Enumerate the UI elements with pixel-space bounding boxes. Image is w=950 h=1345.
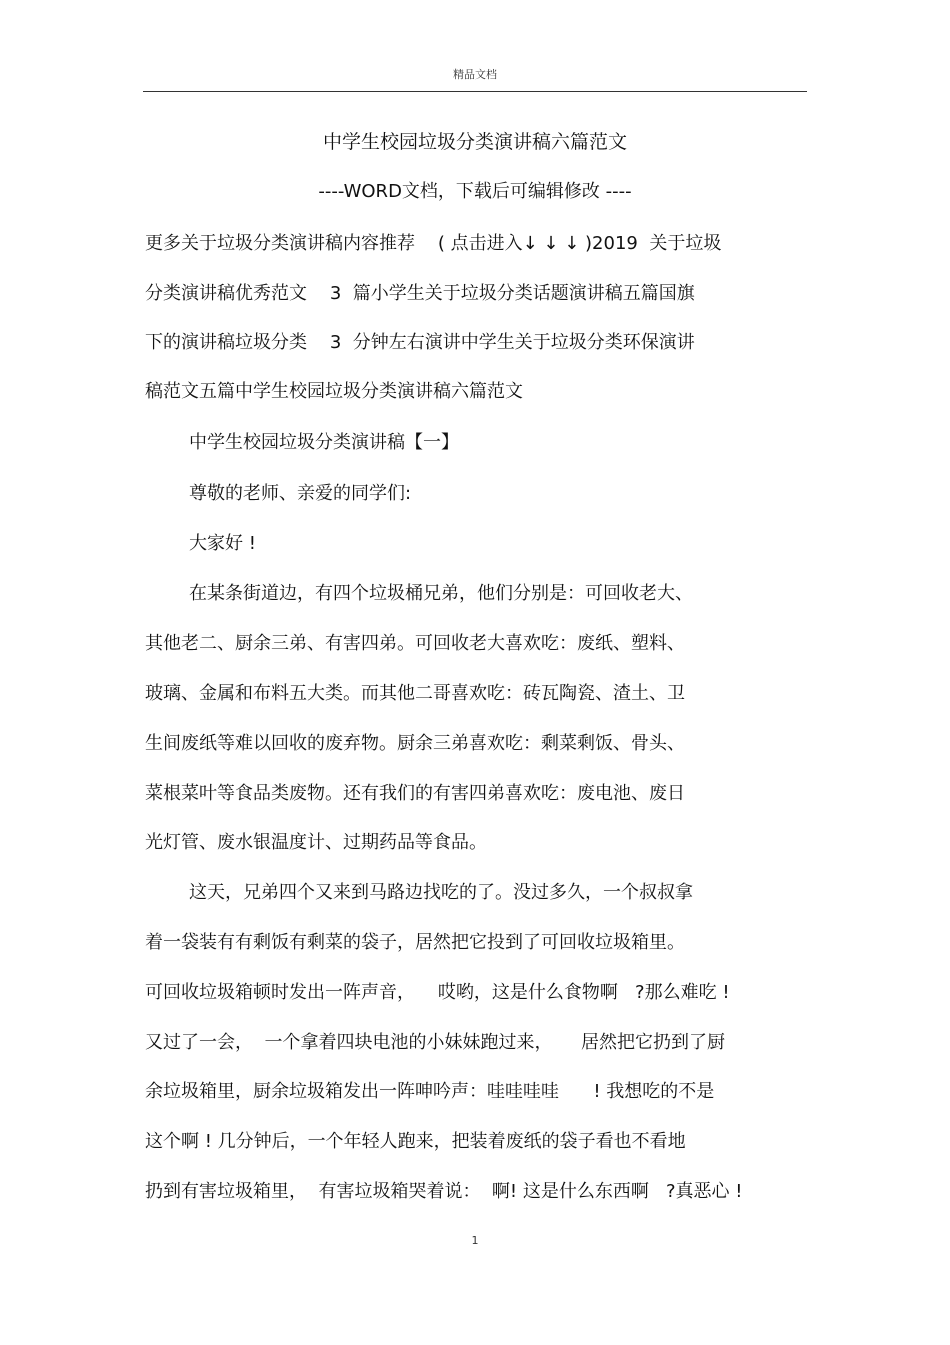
paragraph-line: 菜根菜叶等食品类废物。还有我们的有害四弟喜欢吃：废电池、废日 bbox=[145, 783, 685, 804]
recommend-line: 下的演讲稿垃圾分类 3 分钟左右演讲中学生关于垃圾分类环保演讲 bbox=[145, 332, 695, 353]
section-heading: 中学生校园垃圾分类演讲稿【一】 bbox=[189, 432, 459, 453]
paragraph-line: 这个啊 ! 几分钟后，一个年轻人跑来，把装着废纸的袋子看也不看地 bbox=[145, 1131, 686, 1152]
paragraph-line: 可回收垃圾箱顿时发出一阵声音， 哎哟，这是什么食物啊 ?那么难吃 ! bbox=[145, 982, 730, 1003]
header-divider bbox=[143, 91, 807, 92]
paragraph-line: 着一袋装有有剩饭有剩菜的袋子，居然把它投到了可回收垃圾箱里。 bbox=[145, 932, 685, 953]
paragraph-line: 余垃圾箱里，厨余垃圾箱发出一阵呻吟声：哇哇哇哇 ! 我想吃的不是 bbox=[145, 1081, 715, 1102]
paragraph-line: 在某条街道边，有四个垃圾桶兄弟，他们分别是：可回收老大、 bbox=[189, 583, 693, 604]
paragraph-line: 这天，兄弟四个又来到马路边找吃的了。没过多久，一个叔叔拿 bbox=[189, 882, 693, 903]
hello-line: 大家好 ! bbox=[189, 533, 256, 554]
paragraph-line: 生间废纸等难以回收的废弃物。厨余三弟喜欢吃：剩菜剩饭、骨头、 bbox=[145, 733, 685, 754]
paragraph-line: 扔到有害垃圾箱里， 有害垃圾箱哭着说： 啊! 这是什么东西啊 ?真恶心 ! bbox=[145, 1181, 743, 1202]
recommend-line: 分类演讲稿优秀范文 3 篇小学生关于垃圾分类话题演讲稿五篇国旗 bbox=[145, 283, 695, 304]
recommend-line: 更多关于垃圾分类演讲稿内容推荐 ( 点击进入↓ ↓ ↓ )2019 关于垃圾 bbox=[145, 233, 722, 254]
document-title: 中学生校园垃圾分类演讲稿六篇范文 bbox=[322, 131, 627, 153]
recommend-line: 稿范文五篇中学生校园垃圾分类演讲稿六篇范文 bbox=[145, 381, 523, 402]
document-subtitle: ----WORD文档，下载后可编辑修改 ---- bbox=[318, 181, 632, 202]
paragraph-line: 其他老二、厨余三弟、有害四弟。可回收老大喜欢吃：废纸、塑料、 bbox=[145, 633, 685, 654]
paragraph-line: 光灯管、废水银温度计、过期药品等食品。 bbox=[145, 832, 487, 853]
paragraph-line: 玻璃、金属和布料五大类。而其他二哥喜欢吃：砖瓦陶瓷、渣土、卫 bbox=[145, 683, 685, 704]
greeting: 尊敬的老师、亲爱的同学们: bbox=[189, 483, 412, 504]
paragraph-line: 又过了一会， 一个拿着四块电池的小妹妹跑过来， 居然把它扔到了厨 bbox=[145, 1032, 726, 1053]
page-number: 1 bbox=[471, 1234, 479, 1247]
header-label: 精品文档 bbox=[453, 68, 497, 81]
